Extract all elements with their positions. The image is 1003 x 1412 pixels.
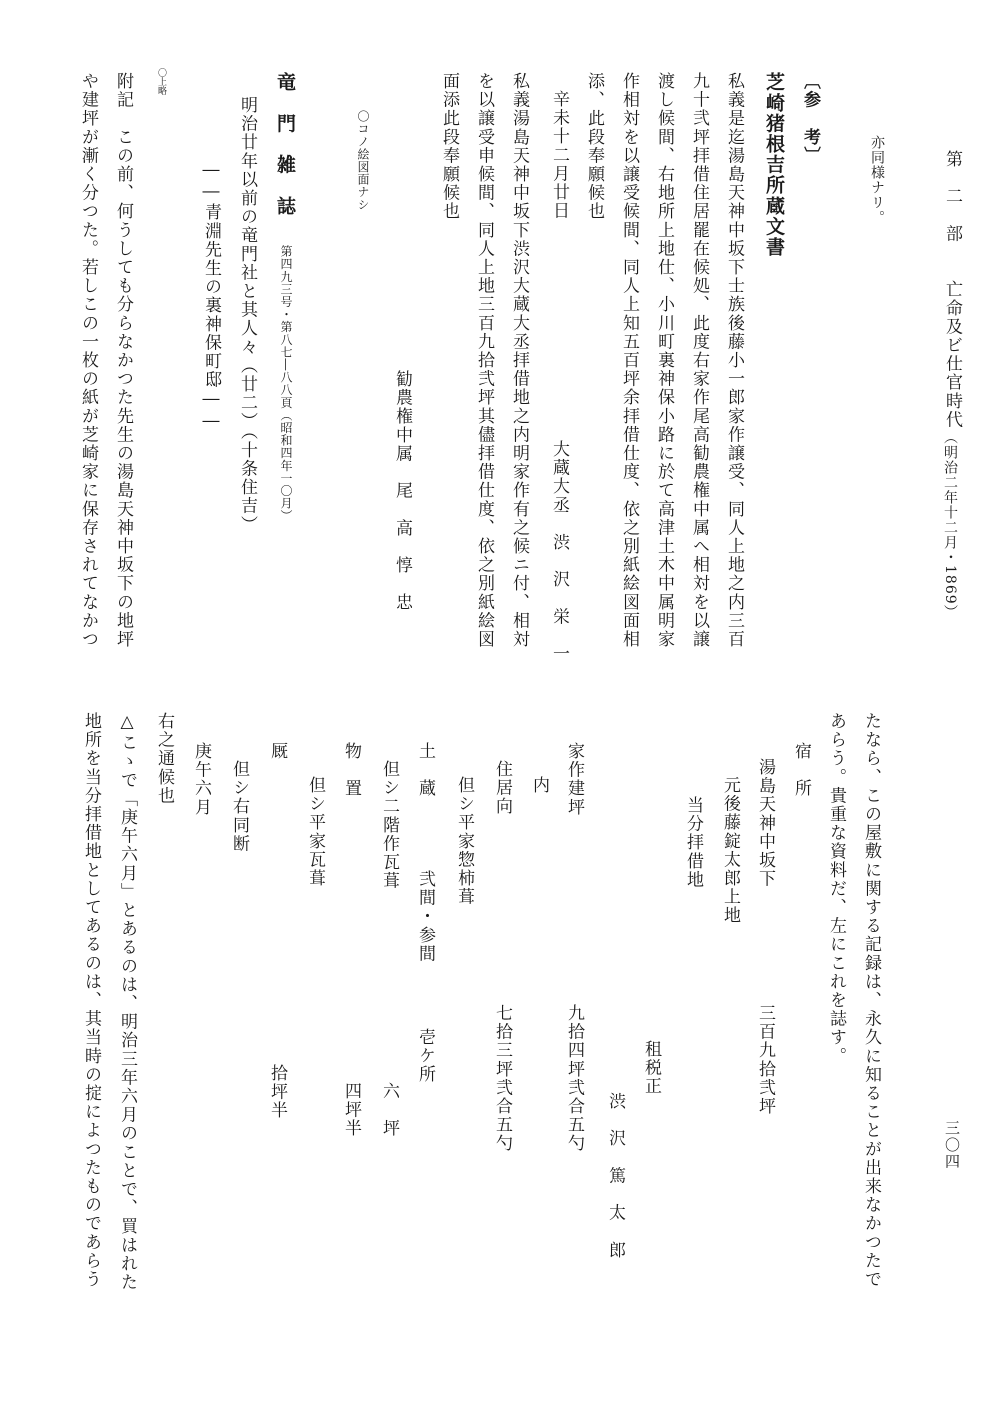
living-label: 住居向 xyxy=(492,760,512,816)
date-line: 辛未十二月廿日 xyxy=(549,90,569,221)
editorial-note: 〇コノ絵図面ナシ xyxy=(356,110,370,211)
former-owner: 元後藤錠太郎上地 xyxy=(720,776,740,925)
body-line: 渡し候間、右地所上地仕、小川町裏神保小路に於て高津土木中属明家 xyxy=(654,72,674,649)
living-note: 但シ平家惣柿葺 xyxy=(454,776,474,907)
body-line: 私義湯島天神中坂下渋沢大蔵大丞拝借地之内明家作有之候ニ付、相対 xyxy=(509,72,529,649)
storehouse-note: 但シ二階作瓦葺 xyxy=(379,760,399,891)
reference-heading: 〔参 考〕 xyxy=(800,72,820,165)
document-date: 庚午六月 xyxy=(191,742,211,817)
storehouse-area: 六 坪 xyxy=(379,1082,399,1138)
running-header-date: （明治二年十二月・1869） xyxy=(942,430,958,620)
body-line: を以譲受申候間、同人上地三百九拾弐坪其儘拝借仕度、依之別紙絵図 xyxy=(474,72,494,649)
body-line: 添、此段奉願候也 xyxy=(584,72,604,221)
inner-label: 内 xyxy=(529,776,549,795)
journal-reference: 第四九三号・第八七―八八頁（昭和四年一〇月） xyxy=(279,245,293,523)
body-line: 私義是迄湯島天神中坂下士族後藤小一郎家作譲受、同人上地之内三百 xyxy=(724,72,744,649)
page-number: 三〇四 xyxy=(943,1120,961,1170)
tax-name: 渋 沢 篤 太 郎 xyxy=(605,1092,625,1260)
living-area: 七拾三坪弐合五勺 xyxy=(492,1004,512,1153)
storage-label: 物 置 xyxy=(341,742,361,798)
commentary-line: 地所を当分拝借地としてあるのは、其当時の掟によつたものであらう xyxy=(81,712,101,1289)
storehouse-count: 壱ケ所 xyxy=(415,1028,435,1084)
running-header-section: 第 二 部 亡命及ビ仕官時代 xyxy=(942,150,962,429)
signer-line: 大蔵大丞 渋 沢 栄 一 xyxy=(549,440,569,664)
residence-area: 三百九拾弐坪 xyxy=(755,1004,775,1116)
article-subtitle: ――青淵先生の裏神保町邸―― xyxy=(201,160,221,433)
body-line: 面添此段奉願候也 xyxy=(439,72,459,221)
residence-place: 湯島天神中坂下 xyxy=(755,758,775,889)
storehouse-rooms: 弐間・参間 xyxy=(415,870,435,963)
body-line: 九十弐坪拝借住居罷在候処、此度右家作尾高勧農権中属へ相対を以譲 xyxy=(689,72,709,649)
intro-line: あらう。貴重な資料だ、左にこれを誌す。 xyxy=(826,712,846,1066)
journal-title: 竜 門 雑 誌 xyxy=(274,72,296,217)
continuation-text: 亦同様ナリ。 xyxy=(869,135,885,225)
signer-line: 勧農権中属 尾 高 惇 忠 xyxy=(392,370,412,612)
closing-line: 右之通候也 xyxy=(154,712,174,805)
intro-line: たなら、この屋敷に関する記録は、永久に知ることが出来なかつたで xyxy=(861,712,881,1289)
current-lease: 当分拝借地 xyxy=(683,796,703,889)
house-label: 家作建坪 xyxy=(564,742,584,817)
body-line: 作相対を以譲受候間、同人上知五百坪余拝借仕度、依之別紙絵図面相 xyxy=(619,72,639,649)
document-title: 芝崎猪根吉所蔵文書 xyxy=(763,72,785,258)
stable-note: 但シ右同断 xyxy=(229,760,249,853)
commentary-line: △こゝで「庚午六月」とあるのは、明治三年六月のことで、買はれた xyxy=(117,712,137,1292)
storage-area: 四坪半 xyxy=(341,1082,361,1138)
storehouse-label: 土 蔵 xyxy=(415,742,435,798)
tax-label: 租税正 xyxy=(641,1040,661,1096)
addendum-line: や建坪が漸く分つた。若しこの一枚の紙が芝崎家に保存されてなかつ xyxy=(78,72,98,649)
storage-note: 但シ平家瓦葺 xyxy=(305,776,325,888)
stable-area: 拾坪半 xyxy=(267,1064,287,1120)
stable-label: 厩 xyxy=(267,742,287,761)
addendum-line: 附記 この前、何うしても分らなかつた先生の湯島天神中坂下の地坪 xyxy=(113,72,133,649)
omission-note: 〇上略 xyxy=(156,68,166,95)
article-title: 明治廿年以前の竜門社と其人々（廿二）（十条住吉） xyxy=(237,96,257,534)
residence-label: 宿 所 xyxy=(791,742,811,798)
house-area: 九拾四坪弐合五勺 xyxy=(564,1004,584,1153)
